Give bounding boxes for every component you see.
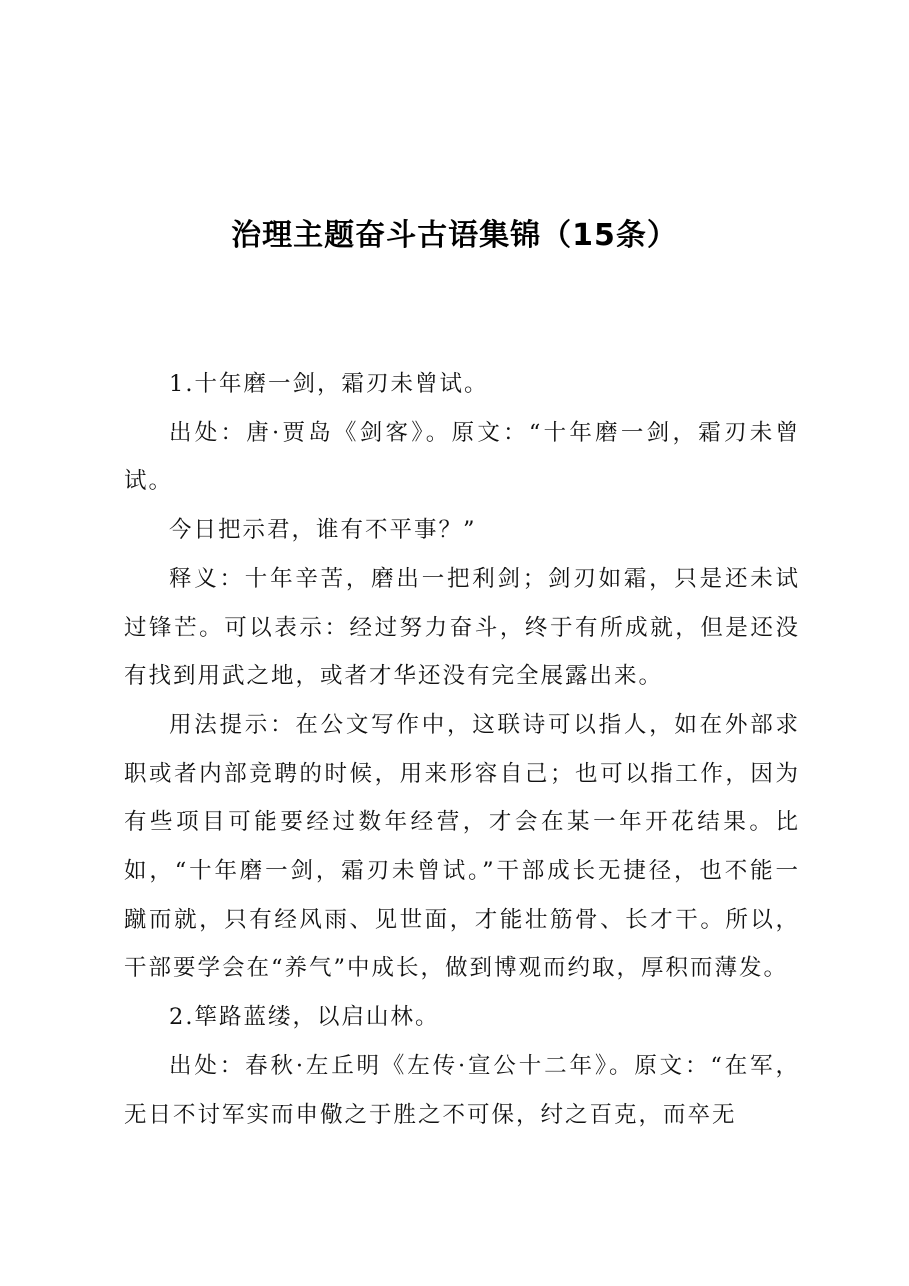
document-body [124,360,800,1139]
paragraph-item-1-explanation: 释义：十年辛苦，磨出一把利剑；剑刃如霜，只是还未试过锋芒。可以表示：经过努力奋斗，终于有所成就，但是还没有找到用武之地，或者才华还没有完全展露出来。 [124,565,800,690]
paragraph-item-1-source: 出处：唐·贾岛《剑客》。原文：“十年磨一剑，霜刃未曾试。 [124,419,800,495]
paragraph-item-1-usage: 用法提示：在公文写作中，这联诗可以指人，如在外部求职或者内部竞聘的时候，用来形容自己；也可以指工作，因为有些项目可能要经过数年经营，才会在某一年开花结果。比如，“十年磨一剑，霜刃未曾试。”干部成长无捷径，也不能一蹴而就，只有经风雨、见世面，才能壮筋骨、长才干。所以，干部要学会在“养气”中成长，做到博观而约取，厚积而薄发。 [124,711,800,982]
paragraph-item-1-source-continued: 今日把示君，谁有不平事？” [169,517,477,544]
document-title: 治理主题奋斗古语集锦（15条） [231,218,678,253]
paragraph-item-2-source: 出处：春秋·左丘明《左传·宣公十二年》。原文：“在军，无日不讨军实而申儆之于胜之不可保，纣之百克，而卒无 [124,1052,800,1128]
paragraph-item-2-heading: 2.筚路蓝缕，以启山林。 [169,1004,440,1031]
paragraph-item-1-heading: 1.十年磨一剑，霜刃未曾试。 [169,371,489,397]
